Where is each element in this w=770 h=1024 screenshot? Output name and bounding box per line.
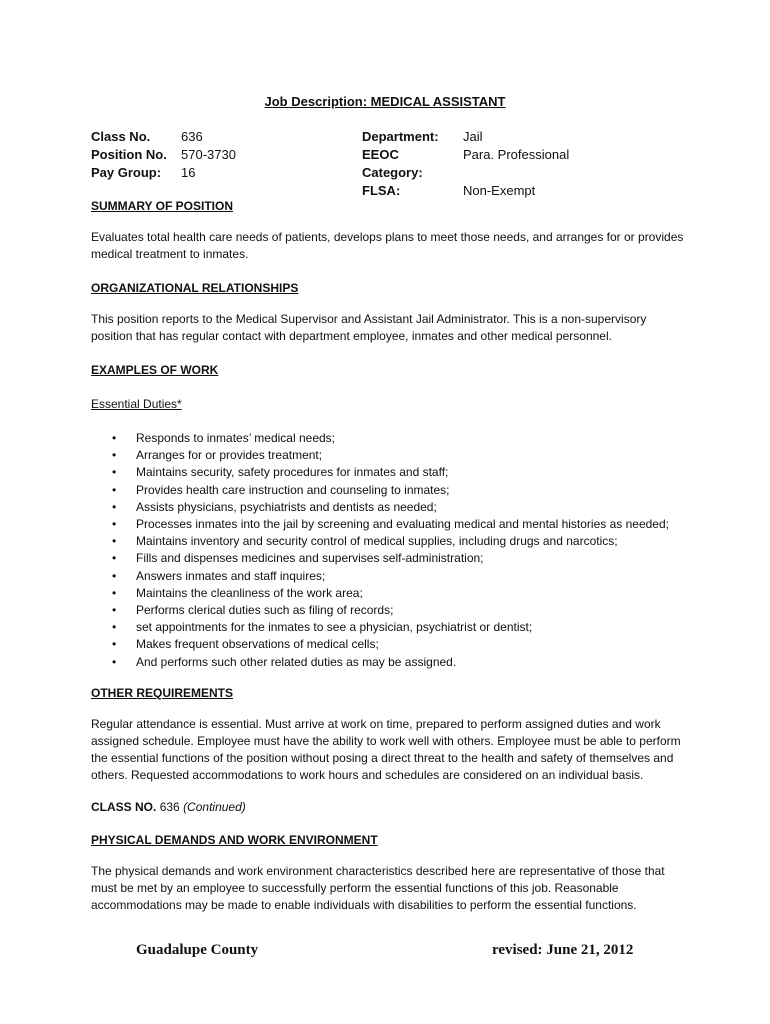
duty-list-item [108, 533, 669, 550]
duty-list-item [108, 602, 669, 619]
duty-text: Makes frequent observations of medical cells; [136, 637, 379, 652]
physical-demands-section [91, 833, 691, 914]
duty-list-item [108, 585, 669, 602]
section-heading: EXAMPLES OF WORK [91, 363, 219, 377]
department-info [362, 128, 569, 200]
info-label: FLSA: [362, 183, 401, 198]
info-value: 570-3730 [181, 147, 236, 162]
section-text: This position reports to the Medical Supervisor and Assistant Jail Administrator. This is a non-supervisory position that has regular contact with department employee, inmates and other medical personnel. [91, 312, 647, 343]
info-label: Class No. [91, 129, 151, 144]
section-heading: PHYSICAL DEMANDS AND WORK ENVIRONMENT [91, 833, 378, 847]
info-value: 636 [181, 129, 203, 144]
section-text: Regular attendance is essential. Must arrive at work on time, prepared to perform assigned duties and work assigned schedule. Employee must have the ability to work well with others. Employee must be able to perform the essential functions of the position without posing a direct threat to the health and safety of themselves and others. Requested accommodations to work hours and schedules are considered on an individual basis. [91, 717, 681, 782]
class-number: 636 [159, 800, 180, 814]
duty-text: And performs such other related duties as may be assigned. [136, 654, 457, 669]
duty-list [108, 430, 669, 671]
section-heading: OTHER REQUIREMENTS [91, 686, 234, 700]
duty-text: Fills and dispenses medicines and supervises self-administration; [136, 551, 484, 566]
section-heading: SUMMARY OF POSITION [91, 199, 234, 213]
section-text: The physical demands and work environment characteristics described here are representative of those that must be met by an employee to successfully perform the essential functions of this job. Reasonable accommodations may be made to enable individuals with disabilities to perform the essential functions. [91, 864, 665, 912]
info-label: Department: [362, 129, 439, 144]
duty-list-item [108, 550, 669, 567]
duty-list-item [108, 430, 669, 447]
bullet-icon: • [112, 637, 117, 652]
duty-text: Answers inmates and staff inquires; [136, 568, 326, 583]
document-title: Job Description: MEDICAL ASSISTANT [264, 94, 506, 109]
class-label: CLASS NO. [91, 800, 157, 814]
continued-note: (Continued) [183, 800, 246, 814]
duty-text: Assists physicians, psychiatrists and dentists as needed; [136, 499, 437, 514]
info-label: Pay Group: [91, 165, 162, 180]
bullet-icon: • [112, 654, 117, 669]
duty-list-item [108, 499, 669, 516]
section-heading: ORGANIZATIONAL RELATIONSHIPS [91, 281, 299, 295]
duty-text: set appointments for the inmates to see a physician, psychiatrist or dentist; [136, 620, 533, 635]
info-value: 16 [181, 165, 196, 180]
duty-text: Maintains inventory and security control of medical supplies, including drugs and narcotics; [136, 534, 618, 549]
section-text: Evaluates total health care needs of patients, develops plans to meet those needs, and arranges for or provides medical treatment to inmates. [91, 230, 684, 261]
duty-list-item [108, 654, 669, 671]
duty-list-item [108, 464, 669, 481]
duty-text: Arranges for or provides treatment; [136, 448, 323, 463]
duty-text: Processes inmates into the jail by screening and evaluating medical and mental histories as needed; [136, 517, 669, 532]
duty-text: Provides health care instruction and counseling to inmates; [136, 482, 450, 497]
duty-list-item [108, 568, 669, 585]
bullet-icon: • [112, 448, 117, 463]
info-row [362, 182, 569, 200]
duty-list-item [108, 619, 669, 636]
info-value: Para. Professional [463, 147, 570, 162]
duty-text: Maintains the cleanliness of the work area; [136, 585, 363, 600]
other-requirements-section [91, 686, 691, 784]
duty-text: Performs clerical duties such as filing of records; [136, 603, 394, 618]
info-value: Jail [463, 129, 483, 144]
info-row [362, 128, 569, 146]
duty-list-item [108, 482, 669, 499]
bullet-icon: • [112, 534, 117, 549]
info-value: Non-Exempt [463, 183, 536, 198]
duty-text: Maintains security, safety procedures for inmates and staff; [136, 465, 449, 480]
duty-text: Responds to inmates’ medical needs; [136, 431, 335, 445]
info-row [362, 146, 569, 182]
position-info [91, 128, 236, 182]
info-row [91, 164, 236, 182]
essential-duties-label: Essential Duties* [91, 397, 182, 411]
summary-section [91, 199, 691, 263]
bullet-icon: • [112, 465, 117, 480]
class-continued-line [91, 800, 246, 814]
info-label: Position No. [91, 147, 167, 162]
examples-section [91, 363, 691, 377]
bullet-icon: • [112, 568, 117, 583]
bullet-icon: • [112, 585, 117, 600]
footer-revised-date: revised: June 21, 2012 [492, 942, 634, 958]
bullet-icon: • [112, 499, 117, 514]
bullet-icon: • [112, 620, 117, 635]
bullet-icon: • [112, 603, 117, 618]
info-row [91, 128, 236, 146]
bullet-icon: • [112, 551, 117, 566]
duty-list-item [108, 447, 669, 464]
bullet-icon: • [112, 482, 117, 497]
bullet-icon: • [112, 431, 117, 445]
footer-county: Guadalupe County [136, 942, 259, 958]
duty-list-item [108, 516, 669, 533]
info-label: EEOC Category: [362, 147, 423, 180]
bullet-icon: • [112, 517, 117, 532]
org-section [91, 281, 691, 345]
duty-list-item [108, 636, 669, 653]
info-row [91, 146, 236, 164]
